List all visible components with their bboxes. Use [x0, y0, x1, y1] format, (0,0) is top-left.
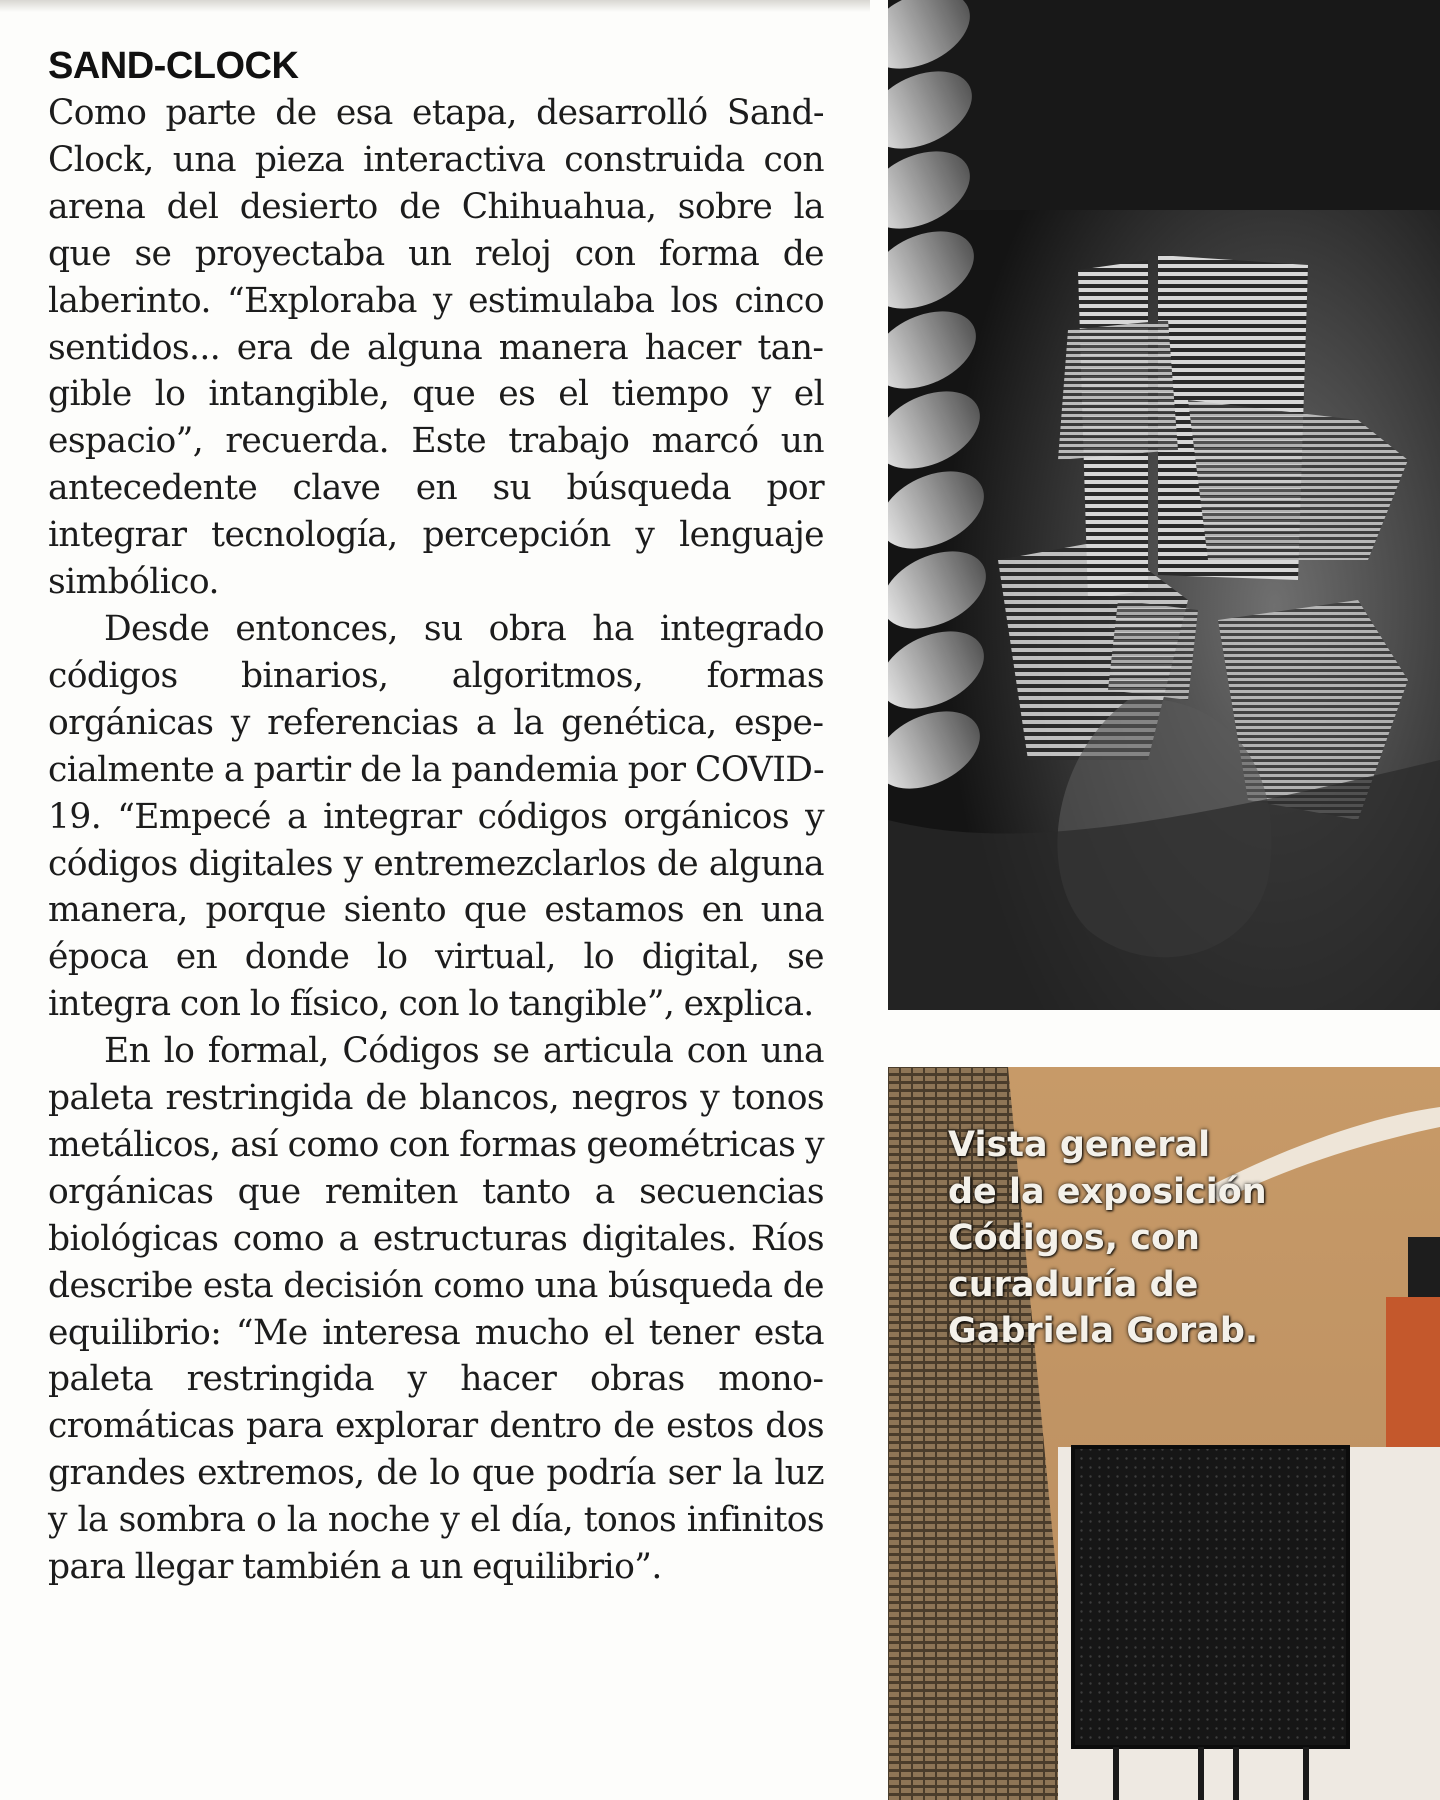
sand-clock-artwork-photo — [888, 0, 1440, 1010]
article-paragraph-2: Desde entonces, su obra ha integrado códigos binarios, algoritmos, formas orgánicas y referencias a la genética, especialmente a partir de la pandemia por COVID-19. “Empecé a integrar códigos orgánicos y códigos digitales y entremezclarlos de alguna manera, porque siento que estamos en una época en donde lo virtual, lo digital, se integra con lo físico, con lo tangible”, explica. — [48, 608, 824, 1025]
caption-line-3: Códigos, con — [948, 1218, 1200, 1258]
article-column — [48, 44, 824, 1591]
photo-caption — [948, 1122, 1278, 1355]
article-paragraph-1: Como parte de esa etapa, desarrolló Sand-Clock, una pieza interactiva construida con arena del desierto de Chihuahua, sobre la que se proyectaba un reloj con forma de laberinto. “Exploraba y estimulaba los cinco sentidos... era de alguna manera hacer tangible lo intangible, que es el tiempo y el espacio”, recuerda. Este trabajo marcó un antecedente clave en su búsqueda por integrar tecnología, percepción y lenguaje simbólico. — [48, 93, 824, 603]
top-edge-shadow — [0, 0, 870, 12]
caption-line-2: de la exposición — [948, 1171, 1267, 1212]
article-paragraph-3: En lo formal, Códigos se articula con una paleta restringida de blancos, negros y tonos metálicos, así como con formas geométricas y orgánicas que remiten tanto a secuencias biológicas como a estructuras digitales. Ríos describe esta decisión como una búsqueda de equilibrio: “Me interesa mucho el tener esta paleta restringida y hacer obras monocromáticas para explorar dentro de estos dos grandes extremos, de lo que podría ser la luz y la sombra o la noche y el día, tonos infinitos para llegar también a un equilibrio”. — [48, 1031, 824, 1588]
caption-line-1: Vista general — [948, 1125, 1211, 1165]
caption-line-4: curaduría de — [948, 1264, 1199, 1305]
caption-line-5: Gabriela Gorab. — [948, 1311, 1259, 1351]
section-heading: SAND-CLOCK — [48, 45, 299, 87]
